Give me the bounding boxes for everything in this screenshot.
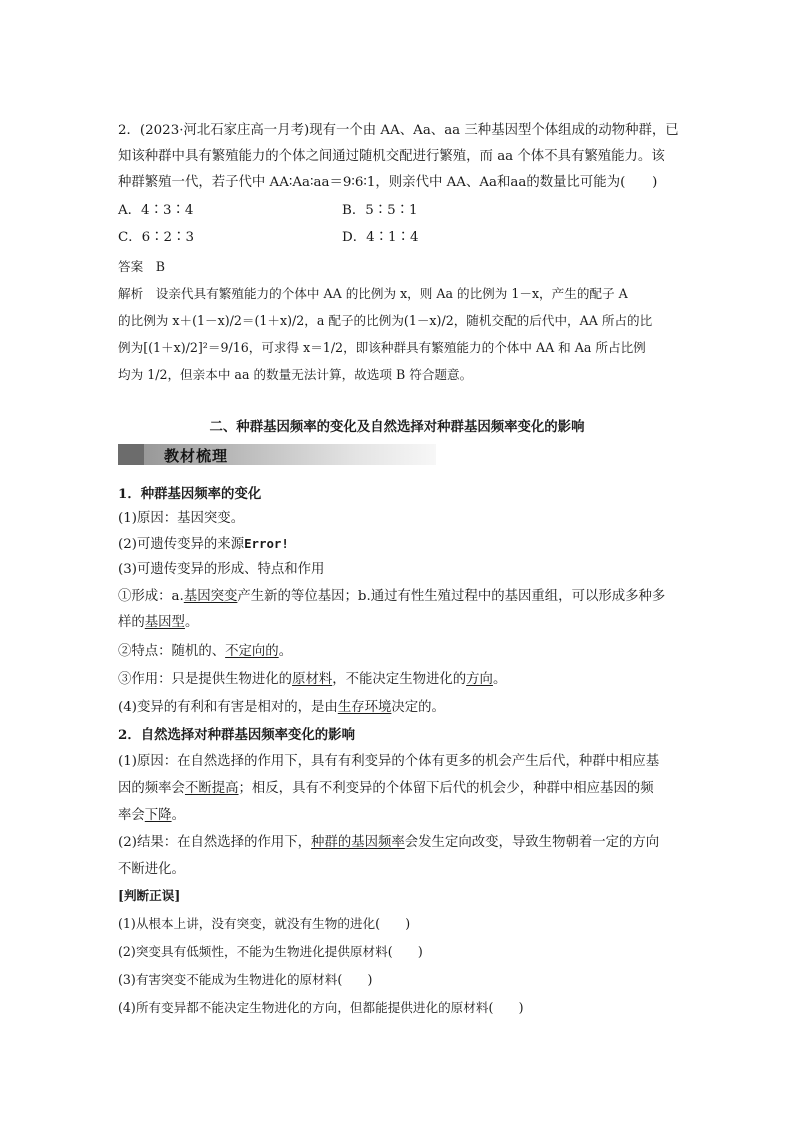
judge-item-3: (3)有害突变不能成为生物进化的原材料( )	[118, 972, 373, 987]
part1-role	[118, 670, 506, 690]
text-run: 。	[492, 672, 507, 687]
part1-cause: (1)原因：基因突变。	[118, 511, 245, 526]
part2-result-line-2: 不断进化。	[118, 862, 185, 877]
part1-source	[118, 534, 289, 555]
text-run: ③作用：只是提供生物进化的	[118, 672, 293, 687]
section-title: 二、种群基因频率的变化及自然选择对种群基因频率变化的影响	[209, 419, 585, 435]
question-text-line-3: 种群繁殖一代，若子代中 AA∶Aa∶aa＝9∶6∶1，则亲代中 AA、Aa和aa的数量比可能为( )	[118, 175, 658, 190]
text-run: ；相反，具有不利变异的个体留下后代的机会少，种群中相应基因的频	[238, 781, 654, 796]
answer-line: 答案 B	[118, 259, 166, 274]
text-run: ，不能决定生物进化的	[332, 672, 467, 687]
part1-formation-heading: (3)可遗传变异的形成、特点和作用	[118, 562, 325, 577]
option-c: C．6∶2∶3	[118, 230, 194, 245]
text-run: 产生新的等位基因；b.通过有性生殖过程中的基因重组，可以形成多种多	[237, 589, 666, 604]
banner-label: 教材梳理	[164, 447, 229, 465]
judge-item-1: (1)从根本上讲，没有突变，就没有生物的进化( )	[118, 916, 411, 931]
blank-answer: 原材料	[292, 672, 333, 687]
question-text-line-2: 知该种群中具有繁殖能力的个体之间通过随机交配进行繁殖，而 aa 个体不具有繁殖能力。该	[118, 149, 665, 164]
text-run: (2)结果：在自然选择的作用下，	[118, 835, 312, 850]
part2-reason-line-2	[118, 779, 654, 799]
analysis-line-3: 例为[(1＋x)/2]²＝9/16，可求得 x＝1/2，即该种群具有繁殖能力的个体中 AA 和 Aa 所占比例	[118, 340, 646, 355]
text-run: 样的	[118, 615, 145, 630]
blank-answer: 不定向的	[225, 644, 279, 659]
section-banner	[118, 444, 436, 465]
text-run: (4)变异的有利和有害是相对的，是由	[118, 700, 338, 715]
text-run: 。	[184, 615, 199, 630]
banner-block	[118, 444, 144, 465]
part2-heading: 2．自然选择对种群基因频率变化的影响	[118, 727, 355, 743]
part1-formation-line-1	[118, 587, 665, 607]
blank-answer: 方向	[466, 672, 493, 687]
question-text-line-1: 2．(2023·河北石家庄高一月考)现有一个由 AA、Aa、aa 三种基因型个体组成的动物种群，已	[118, 123, 679, 138]
judge-item-2: (2)突变具有低频性，不能为生物进化提供原材料( )	[118, 944, 423, 959]
text-run: ②特点：随机的、	[118, 644, 226, 659]
analysis-line-4: 均为 1/2，但亲本中 aa 的数量无法计算，故选项 B 符合题意。	[118, 367, 473, 382]
part2-result-line-1	[118, 833, 659, 853]
source-error: Error!	[244, 536, 289, 551]
text-run: ①形成：a.	[118, 589, 184, 604]
text-run: 。	[278, 644, 293, 659]
part2-reason-line-1: (1)原因：在自然选择的作用下，具有有利变异的个体有更多的机会产生后代，种群中相应基	[118, 754, 660, 769]
analysis-line-2: 的比例为 x＋(1－x)/2＝(1＋x)/2，a 配子的比例为(1－x)/2，随机交配的后代中，AA 所占的比	[118, 313, 653, 328]
blank-answer: 生存环境	[337, 700, 392, 715]
option-a: A．4∶3∶4	[118, 203, 194, 218]
judge-item-4: (4)所有变异都不能决定生物进化的方向，但都能提供进化的原材料( )	[118, 1000, 524, 1015]
blank-answer: 基因突变	[183, 589, 238, 604]
text-run: 。	[171, 808, 185, 823]
part1-features	[118, 642, 292, 662]
judge-heading: [判断正误]	[118, 888, 181, 903]
blank-answer: 下降	[144, 808, 172, 823]
blank-answer: 不断提高	[184, 781, 239, 796]
text-run: 因的频率会	[118, 781, 185, 796]
blank-answer: 基因型	[144, 615, 185, 630]
blank-answer: 种群的基因频率	[311, 835, 405, 850]
part1-formation-line-2	[118, 613, 198, 633]
option-d: D．4∶1∶4	[342, 230, 419, 245]
part2-reason-line-3	[118, 806, 185, 826]
source-prefix: (2)可遗传变异的来源	[118, 537, 245, 552]
option-b: B．5∶5∶1	[342, 203, 418, 218]
text-run: 会发生定向改变，导致生物朝着一定的方向	[404, 835, 660, 850]
part1-heading: 1．种群基因频率的变化	[118, 486, 262, 502]
part1-benefit	[118, 698, 445, 718]
text-run: 率会	[118, 808, 145, 823]
text-run: 决定的。	[391, 700, 445, 715]
analysis-line-1: 解析 设亲代具有繁殖能力的个体中 AA 的比例为 x，则 Aa 的比例为 1－x，产生的配子 A	[118, 286, 628, 301]
